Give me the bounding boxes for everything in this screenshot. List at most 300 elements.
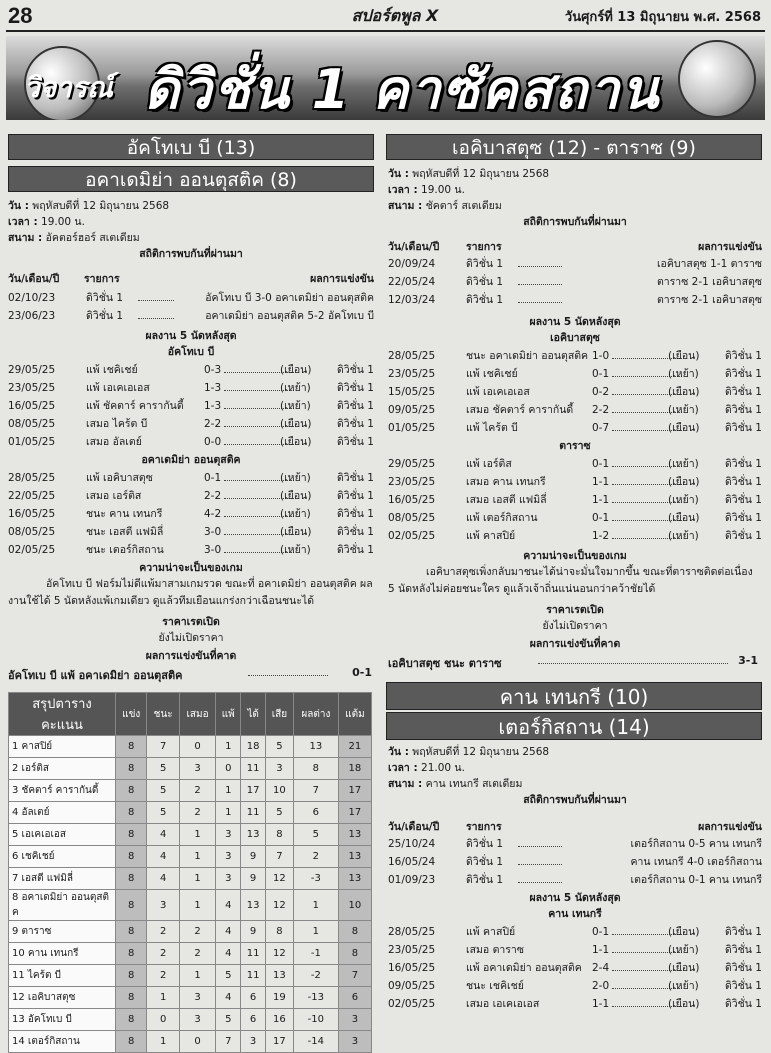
col-comp: รายการ bbox=[84, 273, 120, 285]
form-opponent: แพ้ เตอร์กิสถาน bbox=[466, 512, 538, 524]
standings-cell: 8 bbox=[116, 802, 147, 824]
standings-cell: 16 bbox=[265, 1009, 293, 1031]
form-opponent: แพ้ คาสปิย์ bbox=[466, 530, 516, 542]
form-score: 2-2 bbox=[204, 490, 222, 502]
form-venue: (เหย้า) bbox=[668, 944, 699, 956]
standings-row bbox=[9, 758, 372, 780]
standings-cell: 9 bbox=[241, 846, 266, 868]
standings-cell: 8 bbox=[338, 943, 371, 965]
form-competition: ดิวิชั่น 1 bbox=[336, 400, 374, 412]
form-venue: (เหย้า) bbox=[280, 508, 311, 520]
standings-cell: 2 bbox=[179, 943, 215, 965]
form-date: 22/05/25 bbox=[8, 490, 56, 502]
form-venue: (เหย้า) bbox=[280, 382, 311, 394]
form-competition: ดิวิชั่น 1 bbox=[336, 364, 374, 376]
form-score: 1-1 bbox=[592, 944, 610, 956]
standings-cell: 7 bbox=[338, 965, 371, 987]
dot-leader bbox=[518, 854, 562, 865]
standings-cell: 12 bbox=[265, 890, 293, 921]
form-opponent: แพ้ เชคิเชย์ bbox=[86, 364, 138, 376]
match1-time: 19.00 น. bbox=[41, 216, 85, 228]
form-venue: (เยือน) bbox=[280, 526, 312, 538]
day-label: วัน : bbox=[388, 168, 409, 180]
last5-heading: ผลงาน 5 นัดหลังสุด bbox=[145, 330, 237, 342]
match2-info bbox=[388, 166, 762, 230]
form-score: 0-7 bbox=[592, 422, 610, 434]
standings-cell: 0 bbox=[216, 758, 241, 780]
standings-cell: 17 bbox=[265, 1031, 293, 1053]
form-opponent: เสมอ คาน เทนกรี bbox=[466, 476, 546, 488]
h2h-result: เตอร์กิสถาน 0-1 คาน เทนกรี bbox=[630, 874, 762, 886]
standings-team: 1 คาสปิย์ bbox=[9, 736, 116, 758]
standings-cell: 5 bbox=[293, 824, 338, 846]
form-score: 0-2 bbox=[592, 386, 610, 398]
form-date: 02/05/25 bbox=[388, 998, 436, 1010]
form-row bbox=[388, 942, 762, 958]
match3-home-header: คาน เทนกรี (10) bbox=[386, 682, 762, 710]
form-competition: ดิวิชั่น 1 bbox=[724, 386, 762, 398]
form-row bbox=[388, 402, 762, 418]
standings-cell: 8 bbox=[116, 824, 147, 846]
form-row bbox=[8, 470, 374, 486]
standings-cell: 6 bbox=[241, 1009, 266, 1031]
form-row bbox=[8, 524, 374, 540]
form-opponent: แพ้ เอคิบาสตุซ bbox=[86, 472, 153, 484]
form-venue: (เยือน) bbox=[668, 962, 700, 974]
form-opponent: ชนะ อคาเดมิย่า ออนตุสติค bbox=[466, 350, 589, 362]
standings-cell: 5 bbox=[265, 802, 293, 824]
match1-pred-text: อัคโทเบ บี แพ้ อคาเดมิย่า ออนตุสติค bbox=[8, 669, 183, 682]
standings-header-row bbox=[9, 693, 372, 736]
form-opponent: เสมอ ไคร้ต บี bbox=[86, 418, 148, 430]
form-date: 08/05/25 bbox=[8, 526, 56, 538]
h2h-result: อัคโทเบ บี 3-0 อคาเดมิย่า ออนตุสติค bbox=[205, 292, 374, 304]
form-score: 3-0 bbox=[204, 544, 222, 556]
match2-h2h-header bbox=[388, 238, 762, 254]
standings-row bbox=[9, 1009, 372, 1031]
standings-team: 3 ชัคตาร์ คารากันดี้ bbox=[9, 780, 116, 802]
form-opponent: เสมอ เอเคเอเอส bbox=[466, 998, 540, 1010]
standings-cell: 4 bbox=[147, 846, 179, 868]
form-score: 2-2 bbox=[592, 404, 610, 416]
h2h-competition: ดิวิชั่น 1 bbox=[466, 276, 504, 288]
form-competition: ดิวิชั่น 1 bbox=[724, 422, 762, 434]
standings-cell: 12 bbox=[265, 868, 293, 890]
venue-label: สนาม : bbox=[388, 200, 423, 212]
standings-cell: 8 bbox=[116, 890, 147, 921]
standings-cell: 8 bbox=[116, 780, 147, 802]
standings-cell: 2 bbox=[179, 921, 215, 943]
form-score: 1-2 bbox=[592, 530, 610, 542]
standings-cell: 6 bbox=[241, 987, 266, 1009]
form-date: 16/05/25 bbox=[8, 508, 56, 520]
form-score: 1-0 bbox=[592, 350, 610, 362]
standings-team: 8 อคาเดมิย่า ออนตุสติค bbox=[9, 890, 116, 921]
form-venue: (เหย้า) bbox=[668, 368, 699, 380]
form-date: 16/05/25 bbox=[8, 400, 56, 412]
football-icon bbox=[678, 40, 756, 118]
form-date: 23/05/25 bbox=[388, 476, 436, 488]
h2h-date: 22/05/24 bbox=[388, 276, 436, 288]
day-label: วัน : bbox=[8, 200, 29, 212]
standings-cell: 9 bbox=[241, 921, 266, 943]
form-competition: ดิวิชั่น 1 bbox=[724, 458, 762, 470]
form-row bbox=[388, 492, 762, 508]
form-competition: ดิวิชั่น 1 bbox=[724, 512, 762, 524]
match1-home-header: อัคโทเบ บี (13) bbox=[8, 134, 374, 160]
match2-away-form-title: ตาราซ bbox=[559, 440, 591, 452]
standings-cell: 2 bbox=[179, 802, 215, 824]
form-row bbox=[8, 362, 374, 378]
form-competition: ดิวิชั่น 1 bbox=[724, 530, 762, 542]
form-row bbox=[388, 996, 762, 1012]
standings-cell: 10 bbox=[338, 890, 371, 921]
last5-heading: ผลงาน 5 นัดหลังสุด bbox=[529, 892, 621, 904]
match1-away-header: อคาเดมิย่า ออนตุสติค (8) bbox=[8, 166, 374, 192]
standings-cell: 8 bbox=[116, 758, 147, 780]
match2-venue: ชัคตาร์ สเตเดียม bbox=[425, 200, 502, 212]
form-venue: (เยือน) bbox=[280, 364, 312, 376]
match3-home-form-title: คาน เทนกรี bbox=[548, 908, 602, 920]
form-opponent: แพ้ ชัคตาร์ คารากันดี้ bbox=[86, 400, 184, 412]
standings-cell: 2 bbox=[293, 846, 338, 868]
standings-team: 5 เอเคเอเอส bbox=[9, 824, 116, 846]
form-venue: (เยือน) bbox=[668, 422, 700, 434]
standings-cell: 8 bbox=[293, 758, 338, 780]
standings-row bbox=[9, 846, 372, 868]
form-date: 23/05/25 bbox=[388, 944, 436, 956]
dot-leader bbox=[518, 872, 562, 883]
form-row bbox=[388, 960, 762, 976]
form-row bbox=[388, 366, 762, 382]
standings-team: 9 ตาราซ bbox=[9, 921, 116, 943]
time-label: เวลา : bbox=[8, 216, 38, 228]
standings-cell: 11 bbox=[241, 965, 266, 987]
standings-cell: 1 bbox=[293, 921, 338, 943]
col-result: ผลการแข่งขัน bbox=[698, 821, 762, 833]
match1-info bbox=[8, 198, 374, 262]
standings-cell: 2 bbox=[147, 921, 179, 943]
h2h-date: 20/09/24 bbox=[388, 258, 436, 270]
standings-cell: -10 bbox=[293, 1009, 338, 1031]
dot-leader bbox=[518, 274, 562, 285]
standings-cell: 1 bbox=[216, 780, 241, 802]
standings-cell: 9 bbox=[241, 868, 266, 890]
last5-heading: ผลงาน 5 นัดหลังสุด bbox=[529, 316, 621, 328]
match1-h2h-header bbox=[8, 270, 374, 286]
h2h-date: 12/03/24 bbox=[388, 294, 436, 306]
match3-venue: คาน เทนกรี สเตเดียม bbox=[425, 778, 523, 790]
form-score: 1-1 bbox=[592, 998, 610, 1010]
standings-cell: 7 bbox=[293, 780, 338, 802]
standings-cell: 2 bbox=[147, 965, 179, 987]
odds-heading: ราคาเรตเปิด bbox=[162, 616, 220, 628]
standings-cell: 13 bbox=[241, 890, 266, 921]
standings-cell: 11 bbox=[241, 758, 266, 780]
h2h-row bbox=[388, 854, 762, 870]
standings-cell: 6 bbox=[293, 802, 338, 824]
form-venue: (เยือน) bbox=[668, 386, 700, 398]
dot-leader bbox=[538, 663, 728, 664]
h2h-competition: ดิวิชั่น 1 bbox=[466, 856, 504, 868]
form-row bbox=[388, 456, 762, 472]
form-venue: (เยือน) bbox=[668, 926, 700, 938]
match2-home-form-title: เอคิบาสตุซ bbox=[550, 332, 600, 344]
standings-cell: 7 bbox=[265, 846, 293, 868]
form-opponent: ชนะ เชคิเชย์ bbox=[466, 980, 524, 992]
standings-cell: 13 bbox=[338, 846, 371, 868]
form-competition: ดิวิชั่น 1 bbox=[724, 476, 762, 488]
form-venue: (เหย้า) bbox=[668, 458, 699, 470]
match3-time: 21.00 น. bbox=[421, 762, 465, 774]
h2h-row bbox=[388, 292, 762, 308]
h2h-row bbox=[388, 872, 762, 888]
standings-cell: 8 bbox=[116, 987, 147, 1009]
standings-cell: 3 bbox=[216, 868, 241, 890]
standings-cell: 8 bbox=[338, 921, 371, 943]
form-venue: (เหย้า) bbox=[668, 530, 699, 542]
standings-row bbox=[9, 921, 372, 943]
form-opponent: แพ้ คาสปิย์ bbox=[466, 926, 516, 938]
form-competition: ดิวิชั่น 1 bbox=[724, 962, 762, 974]
standings-row bbox=[9, 965, 372, 987]
form-date: 23/05/25 bbox=[8, 382, 56, 394]
form-opponent: แพ้ เอเคเอเอส bbox=[466, 386, 530, 398]
standings-cell: 1 bbox=[179, 890, 215, 921]
standings-cell: 3 bbox=[338, 1031, 371, 1053]
form-competition: ดิวิชั่น 1 bbox=[724, 494, 762, 506]
form-score: 1-3 bbox=[204, 400, 222, 412]
match2-pred-score: 3-1 bbox=[738, 654, 758, 667]
standings-column-header: ชนะ bbox=[147, 693, 179, 736]
standings-column-header: เสีย bbox=[265, 693, 293, 736]
form-row bbox=[388, 384, 762, 400]
form-competition: ดิวิชั่น 1 bbox=[336, 526, 374, 538]
form-row bbox=[388, 474, 762, 490]
standings-cell: 4 bbox=[216, 921, 241, 943]
form-score: 3-0 bbox=[204, 526, 222, 538]
standings-cell: 3 bbox=[241, 1031, 266, 1053]
standings-cell: 11 bbox=[241, 943, 266, 965]
standings-cell: 7 bbox=[147, 736, 179, 758]
standings-cell: 18 bbox=[241, 736, 266, 758]
form-date: 09/05/25 bbox=[388, 980, 436, 992]
standings-row bbox=[9, 868, 372, 890]
standings-cell: 3 bbox=[179, 987, 215, 1009]
form-date: 16/05/25 bbox=[388, 962, 436, 974]
form-competition: ดิวิชั่น 1 bbox=[724, 350, 762, 362]
standings-cell: 3 bbox=[216, 824, 241, 846]
standings-cell: 1 bbox=[179, 846, 215, 868]
h2h-result: คาน เทนกรี 4-0 เตอร์กิสถาน bbox=[630, 856, 762, 868]
form-venue: (เยือน) bbox=[280, 418, 312, 430]
standings-cell: 3 bbox=[265, 758, 293, 780]
form-competition: ดิวิชั่น 1 bbox=[336, 490, 374, 502]
form-opponent: ชนะ เตอร์กิสถาน bbox=[86, 544, 164, 556]
standings-cell: 8 bbox=[265, 824, 293, 846]
form-row bbox=[8, 434, 374, 450]
form-opponent: ชนะ คาน เทนกรี bbox=[86, 508, 163, 520]
form-score: 4-2 bbox=[204, 508, 222, 520]
time-label: เวลา : bbox=[388, 184, 418, 196]
form-venue: (เหย้า) bbox=[668, 494, 699, 506]
h2h-date: 01/09/23 bbox=[388, 874, 436, 886]
venue-label: สนาม : bbox=[388, 778, 423, 790]
standings-row bbox=[9, 987, 372, 1009]
form-venue: (เหย้า) bbox=[280, 400, 311, 412]
form-row bbox=[388, 924, 762, 940]
prediction-heading: ผลการแข่งขันที่คาด bbox=[145, 650, 237, 662]
h2h-result: อคาเดมิย่า ออนตุสติค 5-2 อัคโทเบ บี bbox=[205, 310, 374, 322]
match1-pred-score: 0-1 bbox=[352, 666, 372, 679]
h2h-competition: ดิวิชั่น 1 bbox=[86, 310, 124, 322]
match1-venue: อัคตอร์ฮอร์ สเตเดียม bbox=[45, 232, 140, 244]
form-date: 02/05/25 bbox=[388, 530, 436, 542]
form-opponent: เสมอ ชัคตาร์ คารากันดี้ bbox=[466, 404, 574, 416]
standings-cell: 1 bbox=[179, 965, 215, 987]
form-opponent: แพ้ อคาเดมิย่า ออนตุสติค bbox=[466, 962, 582, 974]
match3-away-header: เตอร์กิสถาน (14) bbox=[386, 712, 762, 740]
standings-column-header: แต้ม bbox=[338, 693, 371, 736]
form-venue: (เยือน) bbox=[280, 436, 312, 448]
match2-prediction bbox=[388, 654, 762, 670]
standings-cell: 13 bbox=[241, 824, 266, 846]
standings-column-header: ได้ bbox=[241, 693, 266, 736]
standings-row bbox=[9, 890, 372, 921]
standings-cell: 2 bbox=[179, 780, 215, 802]
form-row bbox=[388, 348, 762, 364]
standings-row bbox=[9, 736, 372, 758]
h2h-competition: ดิวิชั่น 1 bbox=[466, 838, 504, 850]
match3-day: พฤหัสบดีที่ 12 มิถุนายน 2568 bbox=[412, 746, 550, 758]
standings-cell: 13 bbox=[338, 824, 371, 846]
form-opponent: แพ้ ไคร้ต บี bbox=[466, 422, 518, 434]
standings-title: สรุปตารางคะแนน bbox=[9, 693, 116, 736]
standings-row bbox=[9, 943, 372, 965]
standings-cell: 1 bbox=[147, 1031, 179, 1053]
form-score: 2-4 bbox=[592, 962, 610, 974]
dot-leader bbox=[518, 256, 562, 267]
match1-away-form-title: อคาเดมิย่า ออนตุสติค bbox=[141, 454, 241, 466]
standings-cell: 5 bbox=[147, 758, 179, 780]
h2h-row bbox=[8, 308, 374, 324]
standings-cell: 3 bbox=[179, 758, 215, 780]
form-opponent: เสมอ อัลเตย์ bbox=[86, 436, 142, 448]
h2h-result: เอคิบาสตุซ 1-1 ตาราซ bbox=[656, 258, 762, 270]
standings-cell: 1 bbox=[147, 987, 179, 1009]
form-score: 0-1 bbox=[592, 368, 610, 380]
match1-day: พฤหัสบดีที่ 12 มิถุนายน 2568 bbox=[32, 200, 170, 212]
h2h-heading: สถิติการพบกันที่ผ่านมา bbox=[139, 248, 243, 260]
form-score: 0-1 bbox=[592, 458, 610, 470]
form-score: 0-3 bbox=[204, 364, 222, 376]
h2h-row bbox=[8, 290, 374, 306]
match1-outlook: อัคโทเบ บี ฟอร์มไม่ดีแพ้มาสามเกมรวด ขณะที่ อคาเดมิย่า ออนตุสติค ผลงานใช้ได้ 5 นัดหลังแพ้เกมเดียว ดูแล้วทีมเยือนแกร่งกว่าเฉือนชนะได้ bbox=[8, 578, 373, 607]
form-opponent: เสมอ ตาราซ bbox=[466, 944, 524, 956]
standings-row bbox=[9, 780, 372, 802]
form-score: 1-1 bbox=[592, 494, 610, 506]
standings-cell: 8 bbox=[116, 868, 147, 890]
form-date: 08/05/25 bbox=[8, 418, 56, 430]
standings-cell: 1 bbox=[216, 736, 241, 758]
form-row bbox=[8, 398, 374, 414]
h2h-competition: ดิวิชั่น 1 bbox=[86, 292, 124, 304]
standings-cell: 18 bbox=[338, 758, 371, 780]
standings-cell: 5 bbox=[265, 736, 293, 758]
form-competition: ดิวิชั่น 1 bbox=[724, 980, 762, 992]
standings-cell: -3 bbox=[293, 868, 338, 890]
col-comp: รายการ bbox=[466, 241, 502, 253]
h2h-row bbox=[388, 274, 762, 290]
col-date: วัน/เดือน/ปี bbox=[388, 821, 440, 833]
standings-row bbox=[9, 824, 372, 846]
standings-row bbox=[9, 1031, 372, 1053]
form-date: 02/05/25 bbox=[8, 544, 56, 556]
standings-cell: 4 bbox=[216, 943, 241, 965]
h2h-date: 25/10/24 bbox=[388, 838, 436, 850]
header-rule bbox=[6, 30, 765, 32]
standings-cell: 7 bbox=[216, 1031, 241, 1053]
form-venue: (เยือน) bbox=[668, 350, 700, 362]
form-row bbox=[388, 510, 762, 526]
form-competition: ดิวิชั่น 1 bbox=[336, 508, 374, 520]
standings-team: 4 อัลเตย์ bbox=[9, 802, 116, 824]
standings-cell: 8 bbox=[116, 846, 147, 868]
standings-cell: 8 bbox=[116, 736, 147, 758]
standings-cell: -14 bbox=[293, 1031, 338, 1053]
form-score: 0-1 bbox=[592, 512, 610, 524]
h2h-result: ตาราซ 2-1 เอคิบาสตุซ bbox=[656, 294, 762, 306]
match2-pred-text: เอคิบาสตุซ ชนะ ตาราซ bbox=[388, 657, 502, 670]
match1-odds: ยังไม่เปิดราคา bbox=[158, 632, 224, 644]
standings-team: 6 เชคิเชย์ bbox=[9, 846, 116, 868]
h2h-date: 02/10/23 bbox=[8, 292, 56, 304]
match2-header: เอคิบาสตุซ (12) - ตาราซ (9) bbox=[386, 134, 762, 160]
form-score: 2-0 bbox=[592, 980, 610, 992]
standings-team: 12 เอคิบาสตุซ bbox=[9, 987, 116, 1009]
form-venue: (เหย้า) bbox=[280, 472, 311, 484]
section-banner bbox=[6, 36, 765, 120]
h2h-heading: สถิติการพบกันที่ผ่านมา bbox=[523, 794, 627, 806]
odds-heading: ราคาเรตเปิด bbox=[546, 604, 604, 616]
standings-cell: 11 bbox=[241, 802, 266, 824]
dot-leader bbox=[248, 675, 328, 676]
standings-cell: 0 bbox=[179, 1031, 215, 1053]
match1-prediction bbox=[8, 666, 374, 682]
form-competition: ดิวิชั่น 1 bbox=[336, 472, 374, 484]
form-venue: (เยือน) bbox=[668, 998, 700, 1010]
standings-cell: 5 bbox=[216, 1009, 241, 1031]
form-venue: (เยือน) bbox=[668, 476, 700, 488]
h2h-result: ตาราซ 2-1 เอคิบาสตุซ bbox=[656, 276, 762, 288]
col-result: ผลการแข่งขัน bbox=[698, 241, 762, 253]
standings-cell: 3 bbox=[338, 1009, 371, 1031]
standings-cell: 8 bbox=[265, 921, 293, 943]
standings-team: 13 อัคโทเบ บี bbox=[9, 1009, 116, 1031]
form-row bbox=[388, 528, 762, 544]
form-opponent: เสมอ เอร์ติส bbox=[86, 490, 142, 502]
standings-cell: 8 bbox=[116, 943, 147, 965]
standings-cell: 17 bbox=[338, 802, 371, 824]
form-competition: ดิวิชั่น 1 bbox=[336, 436, 374, 448]
dot-leader bbox=[518, 292, 562, 303]
standings-team: 7 เอสตี แฟมิลี่ bbox=[9, 868, 116, 890]
h2h-date: 23/06/23 bbox=[8, 310, 56, 322]
match3-h2h-header bbox=[388, 818, 762, 834]
standings-cell: 10 bbox=[265, 780, 293, 802]
form-competition: ดิวิชั่น 1 bbox=[336, 418, 374, 430]
col-date: วัน/เดือน/ปี bbox=[388, 241, 440, 253]
